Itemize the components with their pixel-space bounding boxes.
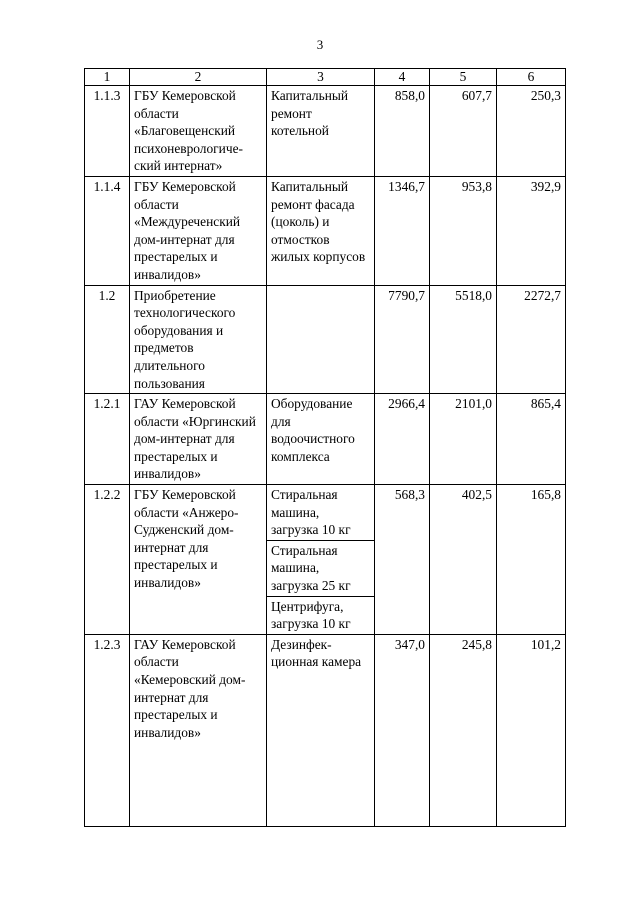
row-value-5: 5518,0 (430, 285, 497, 394)
row-organization: ГБУ Кемеровской области «Анжеро-Судженский дом-интернат для престарелых и инвалидов» (130, 485, 267, 635)
header-cell-4: 4 (375, 69, 430, 86)
row-item-2: Стиральная машина, загрузка 25 кг (267, 540, 375, 596)
table-header-row (85, 69, 566, 86)
row-value-6: 250,3 (497, 86, 566, 177)
row-organization: ГБУ Кемеровской области «Благовещенский психоневрологиче-ский интернат» (130, 86, 267, 177)
row-organization: ГАУ Кемеровской области «Кемеровский дом-интернат для престарелых и инвалидов» (130, 634, 267, 826)
row-organization: Приобретение технологического оборудования и предметов длительного пользования (130, 285, 267, 394)
row-item: Оборудование для водоочистного комплекса (267, 394, 375, 485)
header-cell-5: 5 (430, 69, 497, 86)
row-item-1: Стиральная машина, загрузка 10 кг (267, 485, 375, 541)
row-value-6: 865,4 (497, 394, 566, 485)
row-value-5: 607,7 (430, 86, 497, 177)
row-code: 1.1.3 (85, 86, 130, 177)
row-value-5: 245,8 (430, 634, 497, 826)
row-item: Капитальный ремонт котельной (267, 86, 375, 177)
table-row-1-1-4 (85, 176, 566, 285)
row-value-4: 568,3 (375, 485, 430, 635)
row-code: 1.2 (85, 285, 130, 394)
header-cell-2: 2 (130, 69, 267, 86)
page-number: 3 (316, 37, 324, 52)
table-row-1-1-3 (85, 86, 566, 177)
row-item-3: Центрифуга, загрузка 10 кг (267, 596, 375, 634)
row-item: Капитальный ремонт фасада (цоколь) и отмостков жилых корпусов (267, 176, 375, 285)
row-code: 1.2.2 (85, 485, 130, 635)
row-value-5: 402,5 (430, 485, 497, 635)
row-value-6: 2272,7 (497, 285, 566, 394)
row-value-5: 953,8 (430, 176, 497, 285)
row-code: 1.2.1 (85, 394, 130, 485)
row-value-4: 7790,7 (375, 285, 430, 394)
row-value-4: 1346,7 (375, 176, 430, 285)
row-organization: ГБУ Кемеровской области «Междуреченский дом-интернат для престарелых и инвалидов» (130, 176, 267, 285)
row-code: 1.2.3 (85, 634, 130, 826)
row-value-6: 392,9 (497, 176, 566, 285)
header-cell-6: 6 (497, 69, 566, 86)
row-value-4: 2966,4 (375, 394, 430, 485)
row-code: 1.1.4 (85, 176, 130, 285)
row-value-5: 2101,0 (430, 394, 497, 485)
header-cell-3: 3 (267, 69, 375, 86)
table-row-1-2-2 (85, 485, 566, 541)
row-organization: ГАУ Кемеровской области «Юргинский дом-интернат для престарелых и инвалидов» (130, 394, 267, 485)
row-value-6: 101,2 (497, 634, 566, 826)
row-item: Дезинфек-ционная камера (267, 634, 375, 826)
budget-table (84, 68, 566, 827)
row-value-4: 347,0 (375, 634, 430, 826)
table-row-1-2-3 (85, 634, 566, 826)
header-cell-1: 1 (85, 69, 130, 86)
row-value-4: 858,0 (375, 86, 430, 177)
row-value-6: 165,8 (497, 485, 566, 635)
table-row-1-2 (85, 285, 566, 394)
row-item (267, 285, 375, 394)
table-row-1-2-1 (85, 394, 566, 485)
